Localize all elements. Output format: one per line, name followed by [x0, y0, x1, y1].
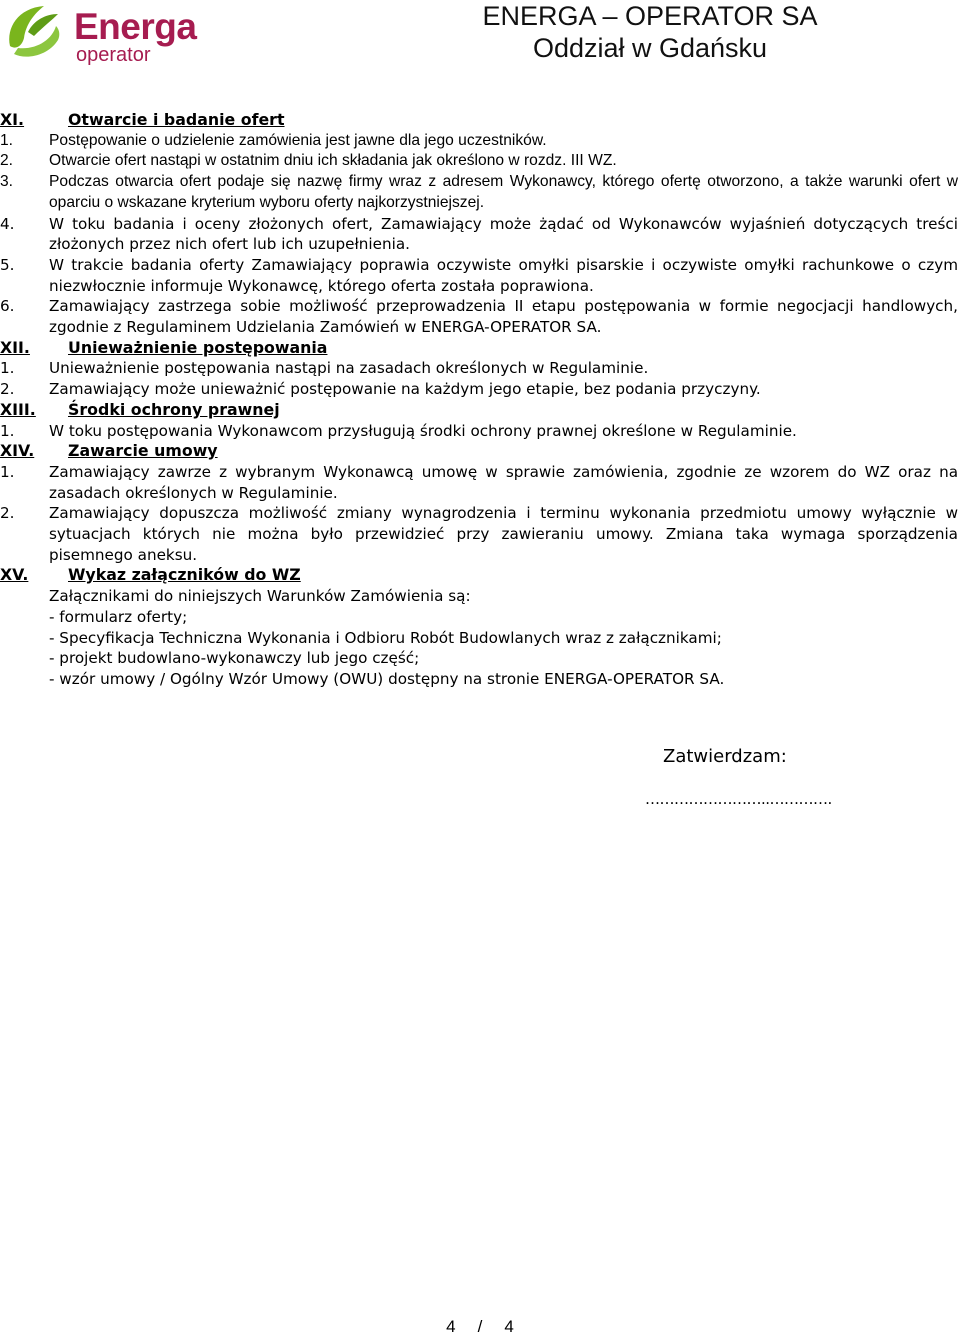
section-number: XII.	[0, 337, 30, 357]
section-number: XIV.	[0, 441, 35, 461]
item-text: W toku badania i oceny złożonych ofert, Zamawiający może żądać od Wykonawców wyjaśnień dotyczących treści złożonych przez nich ofert lub ich uzupełnienia.	[49, 214, 958, 254]
item-number: 1.	[0, 131, 14, 149]
item-number: 2.	[0, 504, 15, 523]
item-number: 1.	[0, 462, 15, 481]
page-total: 4	[504, 1317, 514, 1336]
item-number: 2.	[0, 152, 14, 170]
energa-operator-logo	[4, 2, 204, 66]
list-item	[0, 214, 960, 255]
item-number: 2.	[0, 380, 15, 399]
list-item	[0, 296, 960, 337]
section-title: Wykaz załączników do WZ	[68, 565, 301, 585]
section-title: Zawarcie umowy	[68, 441, 218, 461]
item-number: 1.	[0, 359, 15, 378]
signature-line: ……………………..………….	[645, 790, 832, 808]
section-heading-xv	[0, 565, 960, 586]
list-item	[0, 151, 960, 172]
item-text: W trakcie badania oferty Zamawiający poprawia oczywiste omyłki pisarskie i oczywiste omyłki rachunkowe o czym niezwłocznie informuje Wykonawcę, którego oferta została poprawiona.	[49, 255, 958, 295]
item-text: Otwarcie ofert nastąpi w ostatnim dniu ich składania jak określono w rozdz. III WZ.	[49, 152, 617, 170]
section-number: XV.	[0, 565, 29, 585]
item-number: 1.	[0, 421, 15, 440]
list-item	[0, 421, 960, 442]
item-number: 6.	[0, 297, 15, 316]
list-item	[0, 358, 960, 379]
section-heading-xi	[0, 110, 960, 131]
item-number: 3.	[0, 173, 14, 191]
section-number: XIII.	[0, 399, 36, 419]
item-text: Unieważnienie postępowania nastąpi na zasadach określonych w Regulaminie.	[49, 359, 649, 378]
attachment-item: - wzór umowy / Ogólny Wzór Umowy (OWU) dostępny na stronie ENERGA-OPERATOR SA.	[49, 669, 725, 688]
section-number: XI.	[0, 110, 25, 129]
item-text: Zamawiający dopuszcza możliwość zmiany wynagrodzenia i terminu wykonania przedmiotu umowy wyłącznie w sytuacjach których nie można było przewidzieć przy zawieraniu umowy. Zmiana taka wymaga sporządzenia pisemnego aneksu.	[49, 504, 958, 564]
item-text: Podczas otwarcia ofert podaje się nazwę firmy wraz z adresem Wykonawcy, którego ofertę otworzono, a także warunki ofert w oparciu o wskazane kryterium wyboru oferty najkorzystniejszej.	[49, 173, 958, 211]
attachment-item: - Specyfikacja Techniczna Wykonania i Odbioru Robót Budowlanych wraz z załącznikami;	[49, 628, 722, 647]
branch-title: Oddział w Gdańsku	[532, 33, 768, 63]
section-title: Otwarcie i badanie ofert	[68, 110, 285, 129]
list-item	[0, 172, 960, 213]
attachment-item: - formularz oferty;	[49, 607, 188, 626]
list-item	[0, 503, 960, 565]
list-item	[0, 462, 960, 503]
page-current: 4	[446, 1317, 456, 1336]
leaf-logo-icon	[4, 2, 68, 66]
company-title: ENERGA – OPERATOR SA	[482, 1, 818, 31]
document-body	[0, 110, 960, 690]
approval-label: Zatwierdzam:	[663, 746, 787, 767]
section-title: Unieważnienie postępowania	[68, 337, 328, 357]
logo-wordmark: Energa	[74, 6, 197, 47]
section-heading-xiv	[0, 441, 960, 462]
page-separator: /	[477, 1317, 483, 1336]
logo-subtitle: operator	[76, 44, 151, 66]
item-text: Zamawiający zastrzega sobie możliwość przeprowadzenia II etapu postępowania w formie negocjacji handlowych, zgodnie z Regulaminem Udzielania Zamówień w ENERGA-OPERATOR SA.	[49, 297, 958, 337]
list-item	[0, 255, 960, 296]
item-text: Zamawiający może unieważnić postępowanie na każdym jego etapie, bez podania przyczyny.	[49, 380, 761, 399]
item-number: 5.	[0, 255, 15, 274]
page-number	[0, 1318, 960, 1335]
item-number: 4.	[0, 214, 15, 233]
section-title: Środki ochrony prawnej	[68, 399, 280, 419]
list-item	[0, 131, 960, 152]
item-text: Postępowanie o udzielenie zamówienia jest jawne dla jego uczestników.	[49, 131, 547, 149]
section-heading-xiii	[0, 400, 960, 421]
attachment-item: - projekt budowlano-wykonawczy lub jego część;	[49, 649, 420, 668]
item-text: W toku postępowania Wykonawcom przysługują środki ochrony prawnej określone w Regulaminie.	[49, 421, 797, 440]
attachments-intro: Załącznikami do niniejszych Warunków Zamówienia są:	[49, 587, 471, 606]
section-heading-xii	[0, 338, 960, 359]
list-item	[0, 379, 960, 400]
item-text: Zamawiający zawrze z wybranym Wykonawcą umowę w sprawie zamówienia, zgodnie ze wzorem do WZ oraz na zasadach określonych w Regulaminie.	[49, 462, 958, 502]
